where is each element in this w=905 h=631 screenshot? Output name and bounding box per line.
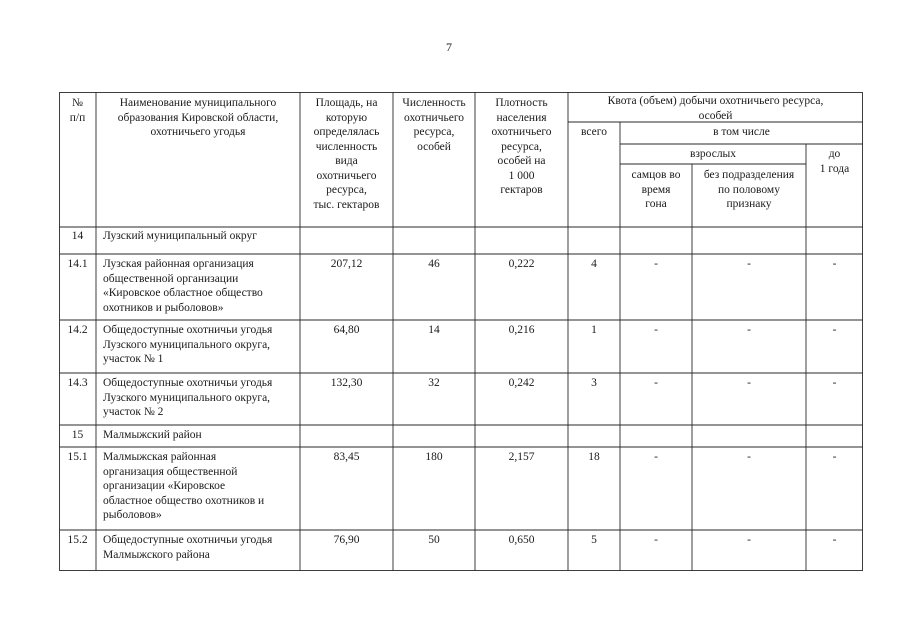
row-population: 14 bbox=[428, 324, 440, 336]
header-total: всего bbox=[581, 126, 607, 138]
row-young: - bbox=[832, 324, 837, 336]
row-num: 15.2 bbox=[67, 534, 88, 546]
row-total: 4 bbox=[591, 258, 597, 270]
quota-table bbox=[59, 92, 863, 571]
row-population: 32 bbox=[428, 377, 440, 389]
header-name: Наименование муниципального образования Кировской области, охотничьего угодья bbox=[117, 97, 279, 138]
row-name: Общедоступные охотничьи угодья Малмыжского района bbox=[103, 534, 273, 561]
row-name: Лузский муниципальный округ bbox=[103, 230, 257, 242]
row-num: 14 bbox=[71, 230, 84, 242]
row-nosex: - bbox=[747, 377, 751, 389]
row-total: 3 bbox=[591, 377, 597, 389]
row-num: 14.2 bbox=[67, 324, 88, 336]
header-including: в том числе bbox=[713, 126, 770, 138]
header-population: Численность охотничьего ресурса, особей bbox=[402, 97, 466, 153]
row-area: 207,12 bbox=[330, 258, 363, 270]
row-density: 2,157 bbox=[508, 451, 535, 463]
row-area: 64,80 bbox=[333, 324, 360, 336]
row-name: Общедоступные охотничьи угодья Лузского муниципального округа, участок № 1 bbox=[103, 324, 273, 365]
row-num: 15 bbox=[71, 429, 84, 441]
row-density: 0,650 bbox=[508, 534, 535, 546]
row-name: Общедоступные охотничьи угодья Лузского муниципального округа, участок № 2 bbox=[103, 377, 273, 418]
row-males: - bbox=[654, 324, 658, 336]
row-nosex: - bbox=[747, 258, 751, 270]
row-num: 14.1 bbox=[67, 258, 88, 270]
header-area: Площадь, на которую определялась численность вида охотничьего ресурса, тыс. гектаров bbox=[313, 97, 380, 211]
row-density: 0,216 bbox=[508, 324, 535, 336]
header-num: № п/п bbox=[69, 97, 86, 124]
row-population: 180 bbox=[425, 451, 443, 463]
header-adults: взрослых bbox=[689, 148, 737, 160]
row-density: 0,222 bbox=[508, 258, 535, 270]
row-name: Малмыжская районная организация общественной организации «Кировское областное общество охотников и рыболовов» bbox=[103, 451, 265, 521]
page-number: 7 bbox=[446, 40, 452, 54]
row-density: 0,242 bbox=[508, 377, 535, 389]
row-total: 5 bbox=[591, 534, 597, 546]
row-total: 18 bbox=[588, 451, 600, 463]
row-males: - bbox=[654, 451, 658, 463]
row-young: - bbox=[832, 258, 837, 270]
row-area: 83,45 bbox=[333, 451, 360, 463]
header-under-one: до 1 года bbox=[819, 148, 850, 175]
row-area: 132,30 bbox=[330, 377, 363, 389]
row-name: Малмыжский район bbox=[103, 429, 202, 441]
row-area: 76,90 bbox=[333, 534, 360, 546]
row-total: 1 bbox=[591, 324, 597, 336]
row-nosex: - bbox=[747, 451, 751, 463]
row-population: 50 bbox=[428, 534, 440, 546]
row-num: 15.1 bbox=[67, 451, 88, 463]
row-young: - bbox=[832, 377, 837, 389]
row-nosex: - bbox=[747, 534, 751, 546]
header-quota: Квота (объем) добычи охотничьего ресурса, особей bbox=[607, 95, 824, 122]
row-males: - bbox=[654, 258, 658, 270]
row-name: Лузская районная организация общественной организации «Кировское областное общество охотников и рыболовов» bbox=[103, 258, 263, 314]
row-nosex: - bbox=[747, 324, 751, 336]
header-males-rut: самцов во время гона bbox=[631, 169, 681, 210]
row-males: - bbox=[654, 377, 658, 389]
row-young: - bbox=[832, 451, 837, 463]
header-no-sex: без подразделения по половому признаку bbox=[703, 169, 795, 210]
row-num: 14.3 bbox=[67, 377, 88, 389]
row-population: 46 bbox=[428, 258, 440, 270]
row-males: - bbox=[654, 534, 658, 546]
header-density: Плотность населения охотничьего ресурса, особей на 1 000 гектаров bbox=[491, 97, 552, 196]
row-young: - bbox=[832, 534, 837, 546]
